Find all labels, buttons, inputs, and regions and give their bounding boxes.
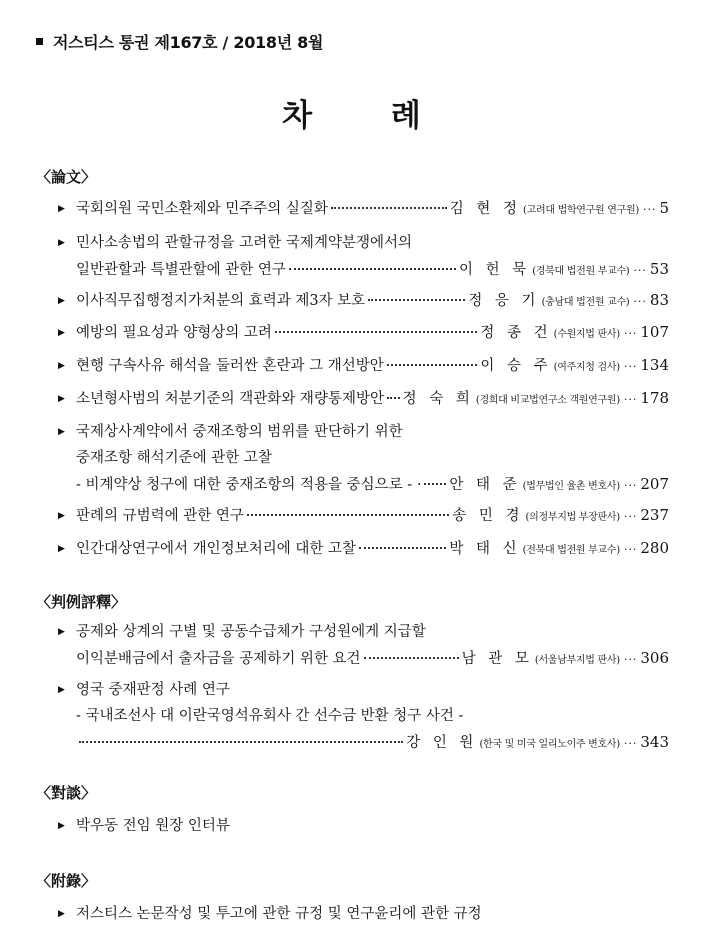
toc-entry-author: 박 태 신 bbox=[449, 540, 521, 557]
leader-dots-short: ··· bbox=[623, 652, 638, 666]
toc-entry-title: 박우동 전임 원장 인터뷰 bbox=[76, 818, 230, 834]
toc-entry-page: 107 bbox=[640, 322, 669, 341]
toc-entry-line bbox=[58, 288, 669, 314]
toc-entry-title: 영국 중재판정 사례 연구 bbox=[76, 682, 230, 698]
toc-entry-title: 국제상사계약에서 중재조항의 범위를 판단하기 위한 bbox=[76, 424, 403, 440]
toc-entry-author: 정 숙 희 bbox=[402, 390, 474, 407]
section-heading-talks: 〈對談〉 bbox=[36, 784, 97, 802]
toc-entry-author: 정 응 기 bbox=[468, 292, 540, 309]
triangle-bullet-icon: ▶ bbox=[58, 393, 65, 404]
toc-entry-title: 국회의원 국민소환제와 민주주의 실질화 bbox=[76, 200, 328, 217]
toc-entry[interactable] bbox=[58, 678, 669, 756]
toc-entry-page: 237 bbox=[640, 505, 669, 524]
leader-dots bbox=[79, 726, 403, 743]
toc-entry-title: 저스티스 논문작성 및 투고에 관한 규정 및 연구윤리에 관한 규정 bbox=[76, 906, 482, 922]
toc-entry-title: 인간대상연구에서 개인정보처리에 대한 고찰 bbox=[76, 540, 356, 557]
triangle-bullet-icon: ▶ bbox=[58, 327, 65, 338]
toc-entry-line bbox=[58, 386, 669, 412]
toc-entry[interactable] bbox=[58, 420, 669, 498]
toc-entry-page: 343 bbox=[640, 732, 669, 751]
toc-entry-page: 53 bbox=[649, 259, 669, 278]
toc-entry-title: 이사직무집행정지가처분의 효력과 제3자 보호 bbox=[76, 292, 366, 309]
toc-entry-title: 이익분배금에서 출자금을 공제하기 위한 요건 bbox=[76, 650, 361, 667]
toc-entry-line bbox=[58, 446, 669, 472]
toc-entry-page: 83 bbox=[649, 290, 669, 309]
leader-dots-short: ··· bbox=[642, 202, 657, 216]
triangle-bullet-icon: ▶ bbox=[58, 295, 65, 306]
toc-entry[interactable] bbox=[58, 503, 669, 529]
toc-entry-author: 이 헌 묵 bbox=[458, 261, 531, 278]
toc-entry-line bbox=[58, 814, 669, 840]
leader-dots bbox=[387, 349, 478, 366]
toc-entry-line bbox=[58, 902, 669, 928]
leader-dots-short: ··· bbox=[623, 736, 638, 750]
leader-dots bbox=[359, 532, 446, 549]
leader-dots-short: ··· bbox=[623, 542, 638, 556]
triangle-bullet-icon: ▶ bbox=[58, 821, 65, 831]
toc-entry-page: 178 bbox=[640, 388, 669, 407]
toc-entry[interactable] bbox=[58, 386, 669, 412]
triangle-bullet-icon: ▶ bbox=[58, 238, 65, 248]
leader-dots-short: ··· bbox=[623, 359, 638, 373]
triangle-bullet-icon: ▶ bbox=[58, 203, 65, 214]
toc-entry-title: 중재조항 해석기준에 관한 고찰 bbox=[76, 450, 272, 466]
toc-entry-page: 306 bbox=[640, 648, 669, 667]
toc-entry-affiliation: (서울남부지법 판사) bbox=[534, 654, 620, 666]
leader-dots-short: ··· bbox=[633, 263, 647, 277]
toc-entry-affiliation: (충남대 법전원 교수) bbox=[541, 296, 630, 308]
toc-entry-line bbox=[58, 353, 669, 379]
toc-entry[interactable] bbox=[58, 814, 669, 840]
toc-entry[interactable] bbox=[58, 231, 669, 283]
leader-dots-short: ··· bbox=[623, 478, 638, 492]
square-bullet-icon bbox=[36, 38, 43, 45]
triangle-bullet-icon: ▶ bbox=[58, 627, 65, 637]
toc-entry-affiliation: (한국 및 미국 일리노이주 변호사) bbox=[479, 738, 620, 750]
triangle-bullet-icon: ▶ bbox=[58, 685, 65, 695]
leader-dots bbox=[275, 316, 477, 333]
triangle-bullet-icon: ▶ bbox=[58, 360, 65, 371]
toc-entry-title: 일반관할과 특별관할에 관한 연구 bbox=[76, 261, 286, 278]
section-heading-reviews: 〈判例評釋〉 bbox=[36, 593, 127, 611]
toc-entry-title: 민사소송법의 관할규정을 고려한 국제계약분쟁에서의 bbox=[76, 235, 412, 251]
toc-entry[interactable] bbox=[58, 288, 669, 314]
toc-entry-line bbox=[58, 257, 669, 283]
toc-entry-affiliation: (여주지청 검사) bbox=[553, 361, 620, 373]
journal-header bbox=[36, 30, 323, 53]
leader-dots bbox=[289, 253, 456, 270]
toc-entry[interactable] bbox=[58, 620, 669, 672]
leader-dots bbox=[331, 192, 447, 209]
toc-entry-title: 현행 구속사유 해석을 둘러싼 혼란과 그 개선방안 bbox=[76, 357, 384, 374]
leader-dots bbox=[387, 382, 400, 399]
toc-entry-title: 소년형사범의 처분기준의 객관화와 재량통제방안 bbox=[76, 390, 384, 407]
toc-entry[interactable] bbox=[58, 902, 669, 928]
toc-entry-author: 강 인 원 bbox=[406, 734, 478, 751]
toc-entry-line bbox=[58, 420, 669, 446]
toc-entry-line bbox=[58, 503, 669, 529]
section-heading-appendix: 〈附錄〉 bbox=[36, 872, 97, 890]
toc-entry-affiliation: (경북대 법전원 부교수) bbox=[532, 265, 630, 277]
toc-entry-affiliation: (법무법인 율촌 변호사) bbox=[522, 480, 620, 492]
toc-entry-line bbox=[58, 472, 669, 498]
toc-entry-line bbox=[58, 730, 669, 756]
toc-entry-affiliation: (고려대 법학연구원 연구원) bbox=[523, 204, 639, 216]
toc-entry-author: 이 승 주 bbox=[480, 357, 552, 374]
toc-entry-title: 공제와 상계의 구별 및 공동수급체가 구성원에게 지급할 bbox=[76, 624, 426, 640]
toc-entry-title: - 국내조선사 대 이란국영석유회사 간 선수금 반환 청구 사건 - bbox=[76, 708, 464, 724]
leader-dots bbox=[424, 468, 446, 485]
toc-entry-line bbox=[58, 536, 669, 562]
toc-entry[interactable] bbox=[58, 320, 669, 346]
leader-dots-short: ··· bbox=[623, 392, 638, 406]
toc-entry-author: 정 종 건 bbox=[480, 324, 552, 341]
toc-entry[interactable] bbox=[58, 196, 669, 222]
leader-dots-short: ··· bbox=[623, 509, 638, 523]
triangle-bullet-icon: ▶ bbox=[58, 427, 65, 437]
toc-entry-author: 김 현 정 bbox=[449, 200, 522, 217]
leader-dots bbox=[364, 642, 459, 659]
toc-entry-author: 남 관 모 bbox=[461, 650, 533, 667]
leader-dots-short: ··· bbox=[623, 326, 638, 340]
leader-dots-short: ··· bbox=[633, 294, 647, 308]
toc-entry-page: 5 bbox=[659, 198, 669, 217]
section-heading-papers: 〈論文〉 bbox=[36, 168, 97, 186]
toc-entry-line bbox=[58, 678, 669, 704]
toc-entry-line bbox=[58, 320, 669, 346]
toc-entry-affiliation: (수원지법 판사) bbox=[553, 328, 620, 340]
triangle-bullet-icon: ▶ bbox=[58, 510, 65, 521]
toc-entry-title: 판례의 규범력에 관한 연구 bbox=[76, 507, 244, 524]
toc-entry-page: 207 bbox=[640, 474, 669, 493]
journal-issue: 저스티스 통권 제167호 / 2018년 8월 bbox=[53, 33, 324, 52]
toc-entry-affiliation: (경희대 비교법연구소 객원연구원) bbox=[475, 394, 620, 406]
toc-entry[interactable] bbox=[58, 353, 669, 379]
triangle-bullet-icon: ▶ bbox=[58, 543, 65, 554]
leader-dots bbox=[247, 499, 449, 516]
toc-entry-line bbox=[58, 196, 669, 222]
toc-entry-title: 예방의 필요성과 양형상의 고려 bbox=[76, 324, 272, 341]
toc-entry-page: 280 bbox=[640, 538, 669, 557]
triangle-bullet-icon: ▶ bbox=[58, 909, 65, 919]
toc-entry-line bbox=[58, 646, 669, 672]
toc-entry-title: - 비계약상 청구에 대한 중재조항의 적용을 중심으로 - · bbox=[76, 476, 422, 493]
page-title: 차 례 bbox=[282, 98, 455, 134]
toc-entry[interactable] bbox=[58, 536, 669, 562]
toc-entry-author: 안 태 준 bbox=[449, 476, 521, 493]
toc-entry-page: 134 bbox=[640, 355, 669, 374]
toc-entry-affiliation: (의정부지법 부장판사) bbox=[525, 511, 620, 523]
toc-entry-affiliation: (전북대 법전원 부교수) bbox=[522, 544, 620, 556]
toc-entry-author: 송 민 경 bbox=[452, 507, 524, 524]
leader-dots bbox=[368, 284, 465, 301]
